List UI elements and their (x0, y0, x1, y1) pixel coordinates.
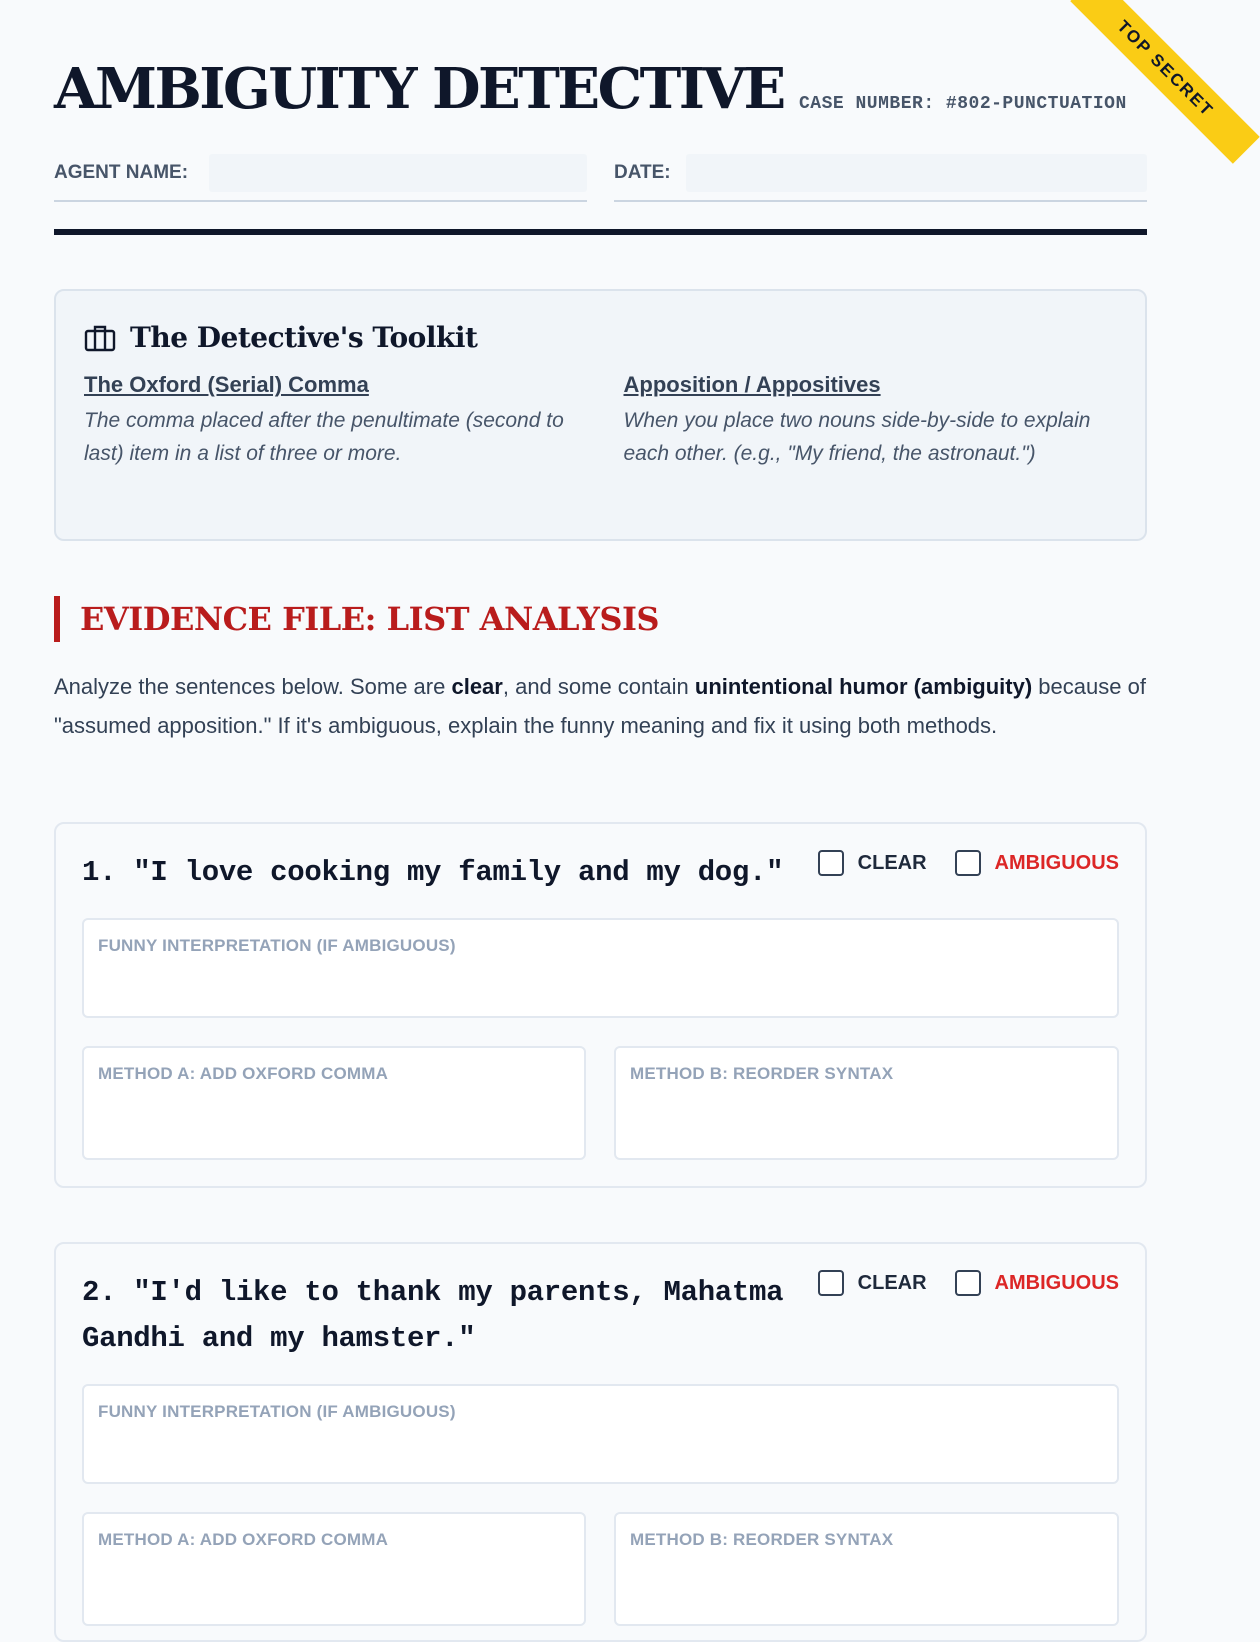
question-card (54, 1242, 1147, 1642)
top-secret-ribbon (1030, 0, 1218, 170)
case-number: CASE NUMBER: #802-PUNCTUATION (799, 94, 1127, 114)
briefcase-icon (84, 324, 116, 352)
intro-bold-clear: clear (451, 674, 503, 699)
field-label: METHOD B: REORDER SYNTAX (630, 1064, 894, 1083)
term-definition: When you place two nouns side-by-side to explain each other. (e.g., "My friend, the astronaut.") (623, 409, 1091, 465)
question-sentence: 1. "I love cooking my family and my dog." (82, 856, 784, 889)
intro-bold-ambiguity: unintentional humor (ambiguity) (694, 674, 1033, 699)
toolkit-title: The Detective's Toolkit (130, 321, 478, 354)
question-sentence: 2. "I'd like to thank my parents, Mahatma Gandhi and my hamster." (82, 1276, 784, 1355)
ambiguous-checkbox[interactable] (955, 1270, 981, 1296)
worksheet (54, 0, 1147, 1549)
field-label: METHOD A: ADD OXFORD COMMA (98, 1064, 389, 1083)
method-a-field[interactable] (82, 1512, 586, 1626)
clear-option[interactable] (818, 1270, 927, 1296)
instructions (54, 668, 1147, 745)
term-title: The Oxford (Serial) Comma (84, 372, 369, 397)
method-b-field[interactable] (614, 1046, 1119, 1160)
intro-text: because of "assumed apposition." If it's ambiguous, explain the funny meaning and fix it using both methods. (54, 674, 1146, 738)
clear-label: CLEAR (857, 1271, 927, 1294)
intro-text: , and some contain (502, 674, 695, 699)
ambiguous-option[interactable] (955, 850, 1119, 876)
field-label: METHOD A: ADD OXFORD COMMA (98, 1530, 389, 1549)
header-divider (54, 229, 1147, 235)
header (54, 0, 1147, 140)
field-label: FUNNY INTERPRETATION (IF AMBIGUOUS) (98, 1402, 456, 1421)
top-secret-label: TOP SECRET (1070, 0, 1260, 164)
clear-label: CLEAR (857, 851, 927, 874)
method-b-field[interactable] (614, 1512, 1119, 1626)
agent-name-field-group (54, 152, 587, 202)
field-label: FUNNY INTERPRETATION (IF AMBIGUOUS) (98, 936, 456, 955)
agent-name-input[interactable] (209, 154, 587, 192)
ambiguous-label: AMBIGUOUS (994, 1271, 1119, 1294)
answer-choices (790, 1270, 1119, 1296)
toolkit-heading (84, 321, 1117, 354)
ambiguous-option[interactable] (955, 1270, 1119, 1296)
intro-text: Analyze the sentences below. Some are (54, 674, 452, 699)
question-card (54, 822, 1147, 1188)
detective-toolkit (54, 289, 1147, 541)
ambiguous-label: AMBIGUOUS (994, 851, 1119, 874)
term-definition: The comma placed after the penultimate (second to last) item in a list of three or more. (84, 409, 564, 465)
date-label: DATE: (614, 162, 671, 183)
funny-interpretation-field[interactable] (82, 1384, 1119, 1484)
method-a-field[interactable] (82, 1046, 586, 1160)
clear-checkbox[interactable] (818, 1270, 844, 1296)
toolkit-terms (84, 372, 1117, 470)
clear-checkbox[interactable] (818, 850, 844, 876)
answer-choices (790, 850, 1119, 876)
agent-info-fields (54, 152, 1147, 202)
section-title: EVIDENCE FILE: LIST ANALYSIS (54, 596, 659, 642)
clear-option[interactable] (818, 850, 927, 876)
ambiguous-checkbox[interactable] (955, 850, 981, 876)
toolkit-term-apposition (624, 372, 1118, 470)
funny-interpretation-field[interactable] (82, 918, 1119, 1018)
toolkit-term-oxford-comma (84, 372, 578, 470)
agent-name-label: AGENT NAME: (54, 162, 189, 183)
term-title: Apposition / Appositives (623, 372, 881, 397)
page-title: AMBIGUITY DETECTIVE (54, 56, 784, 122)
field-label: METHOD B: REORDER SYNTAX (630, 1530, 894, 1549)
